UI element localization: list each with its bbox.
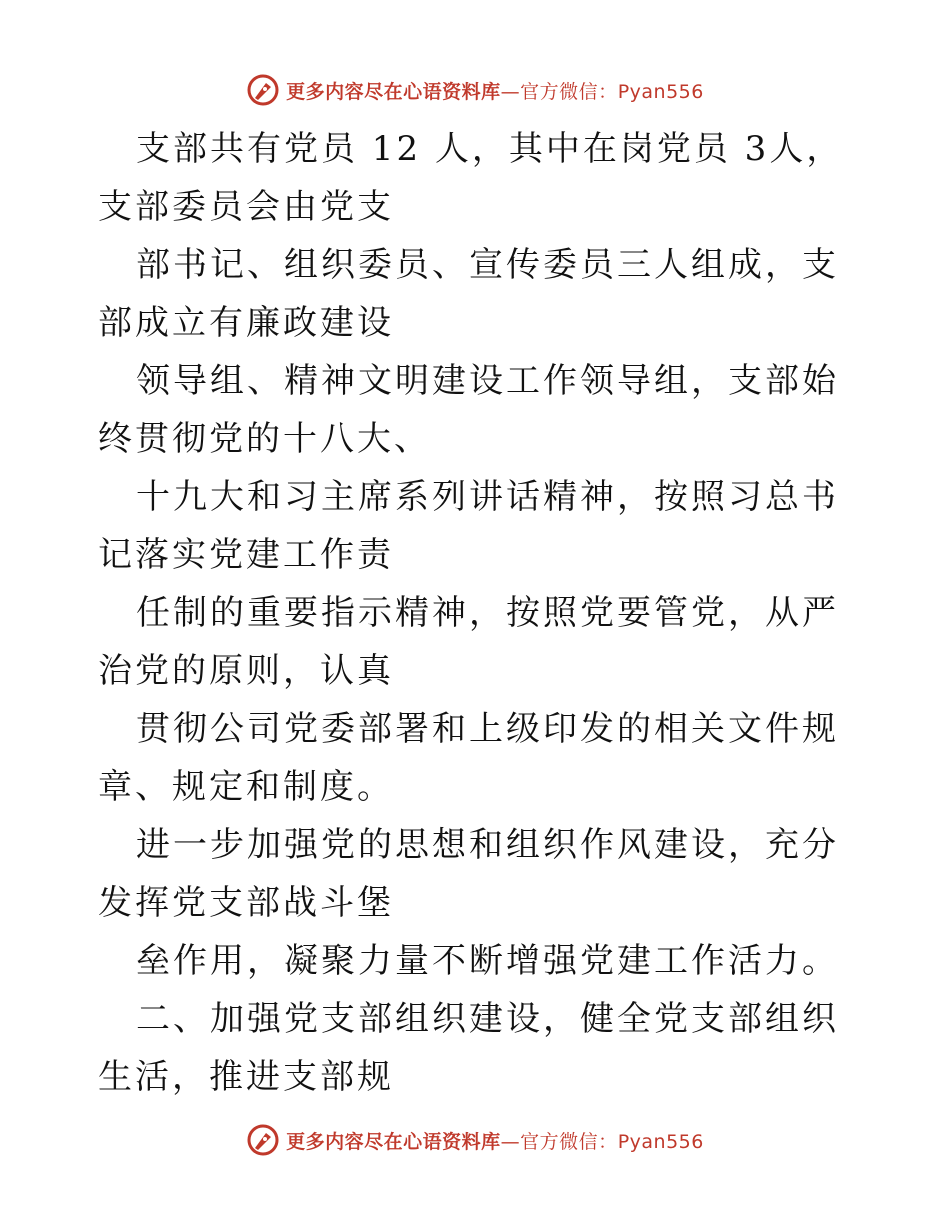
banner-wechat-id: Pyan556 (617, 1130, 704, 1153)
banner-official-label: 官方微信： (520, 80, 618, 103)
banner-text (286, 77, 704, 104)
banner-text (286, 1127, 704, 1154)
pen-nib-circle-icon (246, 1123, 280, 1157)
banner-separator: — (500, 80, 521, 103)
footer-banner (0, 1120, 950, 1160)
banner-official-label: 官方微信： (520, 1130, 618, 1153)
paragraph: 垒作用，凝聚力量不断增强党建工作活力。 (136, 941, 839, 981)
paragraph: 领导组、精神文明建设工作领导组，支部始终贯彻党的十八大、 (98, 361, 839, 459)
paragraph: 部书记、组织委员、宣传委员三人组成，支部成立有廉政建设 (98, 245, 839, 343)
paragraph: 任制的重要指示精神，按照党要管党，从严治党的原则，认真 (98, 593, 839, 691)
paragraph: 支部共有党员 12 人，其中在岗党员 3人，支部委员会由党支 (98, 129, 844, 227)
banner-site-name: 更多内容尽在心语资料库 (286, 80, 501, 103)
paragraph: 十九大和习主席系列讲话精神，按照习总书记落实党建工作责 (98, 477, 839, 575)
document-body (98, 120, 858, 1106)
pen-nib-circle-icon (246, 73, 280, 107)
banner-separator: — (500, 1130, 521, 1153)
banner-wechat-id: Pyan556 (617, 80, 704, 103)
paragraph: 进一步加强党的思想和组织作风建设，充分发挥党支部战斗堡 (98, 825, 839, 923)
header-banner (0, 70, 950, 110)
paragraph: 贯彻公司党委部署和上级印发的相关文件规章、规定和制度。 (98, 709, 839, 807)
paragraph: 二、加强党支部组织建设，健全党支部组织生活，推进支部规 (98, 999, 839, 1097)
banner-site-name: 更多内容尽在心语资料库 (286, 1130, 501, 1153)
